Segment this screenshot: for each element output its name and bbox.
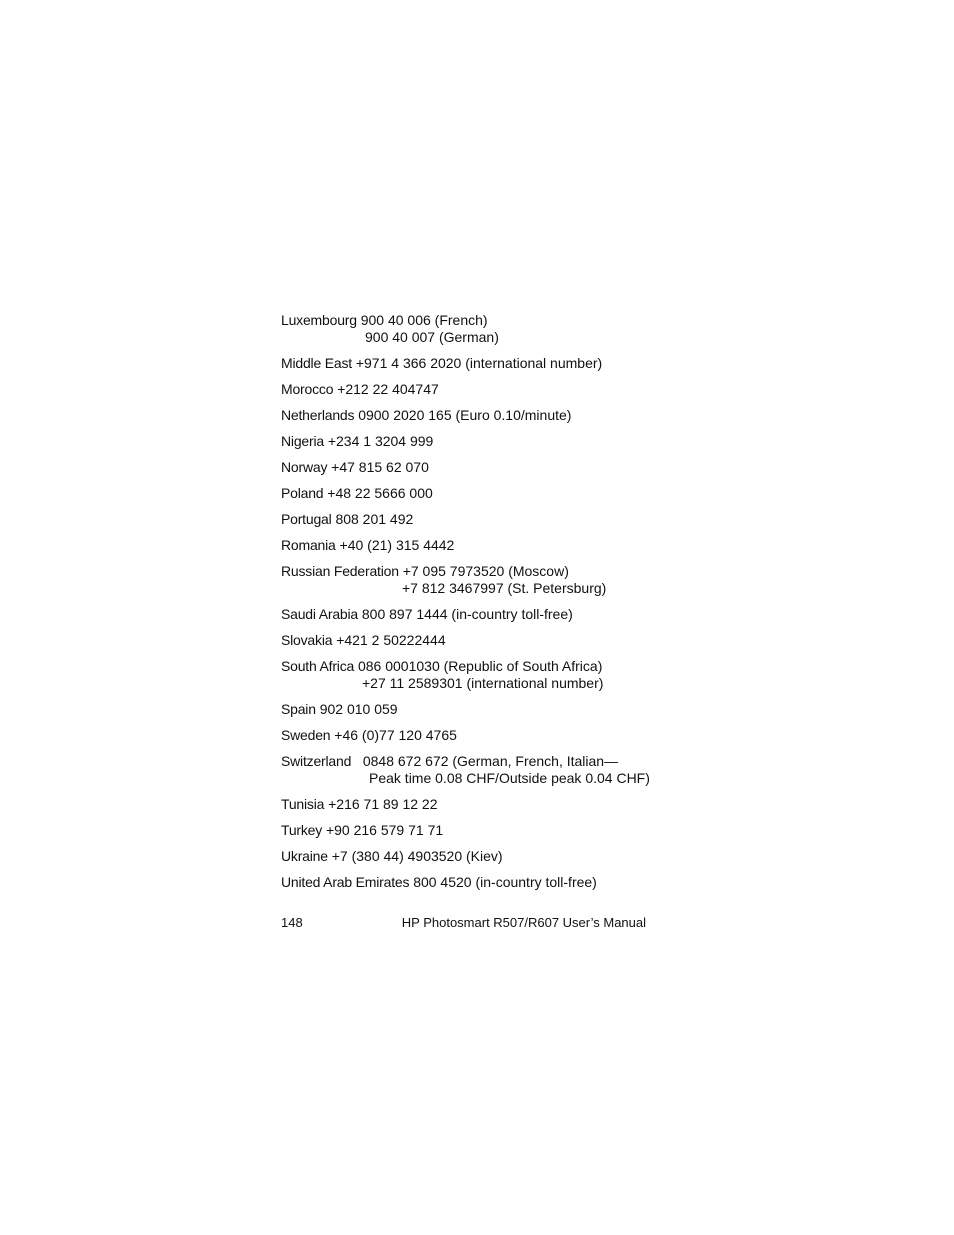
entry-spain xyxy=(281,701,701,718)
entry-saudi-arabia xyxy=(281,606,701,623)
entry-slovakia xyxy=(281,632,701,649)
entry-tunisia xyxy=(281,796,701,813)
phone-number: 0848 672 672 (German, French, Italian— xyxy=(362,753,619,769)
phone-number: +234 1 3204 999 xyxy=(327,433,434,449)
phone-number: 902 010 059 xyxy=(319,701,398,717)
entry-nigeria xyxy=(281,433,701,450)
phone-number: +90 216 579 71 71 xyxy=(325,822,444,838)
phone-number-continued: Peak time 0.08 CHF/Outside peak 0.04 CHF) xyxy=(369,770,650,786)
country-name: Poland xyxy=(281,485,324,501)
country-name: Slovakia xyxy=(281,632,333,648)
phone-number: +7 (380 44) 4903520 (Kiev) xyxy=(331,848,503,864)
page-number: 148 xyxy=(281,915,303,930)
phone-number-continued: +27 11 2589301 (international number) xyxy=(362,675,604,691)
country-name: Luxembourg xyxy=(281,312,357,328)
entry-netherlands xyxy=(281,407,701,424)
phone-number: 808 201 492 xyxy=(335,511,414,527)
entry-south-africa xyxy=(281,658,701,692)
phone-number: 086 0001030 (Republic of South Africa) xyxy=(357,658,603,674)
support-phone-list xyxy=(281,312,701,900)
country-name: Nigeria xyxy=(281,433,324,449)
phone-number: +47 815 62 070 xyxy=(331,459,429,475)
entry-morocco xyxy=(281,381,701,398)
country-name: Middle East xyxy=(281,355,352,371)
country-name: Turkey xyxy=(281,822,323,838)
entry-united-arab-emirates xyxy=(281,874,701,891)
country-name: United Arab Emirates xyxy=(281,874,410,890)
entry-switzerland xyxy=(281,753,701,787)
phone-number: +48 22 5666 000 xyxy=(327,485,433,501)
country-name: Saudi Arabia xyxy=(281,606,358,622)
entry-turkey xyxy=(281,822,701,839)
country-name: Tunisia xyxy=(281,796,325,812)
country-name: Spain xyxy=(281,701,316,717)
phone-number: +46 (0)77 120 4765 xyxy=(334,727,457,743)
entry-portugal xyxy=(281,511,701,528)
phone-number: 800 4520 (in-country toll-free) xyxy=(413,874,597,890)
phone-number: +421 2 50222444 xyxy=(336,632,446,648)
country-name: Morocco xyxy=(281,381,334,397)
entry-norway xyxy=(281,459,701,476)
phone-number-continued: +7 812 3467997 (St. Petersburg) xyxy=(402,580,607,596)
manual-title: HP Photosmart R507/R607 User’s Manual xyxy=(401,915,646,930)
phone-number: 800 897 1444 (in-country toll-free) xyxy=(361,606,573,622)
country-name: Switzerland xyxy=(281,753,352,769)
entry-luxembourg xyxy=(281,312,701,346)
country-name: Netherlands xyxy=(281,407,355,423)
country-name: Norway xyxy=(281,459,328,475)
phone-number: +212 22 404747 xyxy=(337,381,439,397)
phone-number: +7 095 7973520 (Moscow) xyxy=(402,563,569,579)
entry-ukraine xyxy=(281,848,701,865)
entry-romania xyxy=(281,537,701,554)
entry-sweden xyxy=(281,727,701,744)
country-name: Romania xyxy=(281,537,336,553)
phone-number: +971 4 366 2020 (international number) xyxy=(355,355,603,371)
phone-number-continued: 900 40 007 (German) xyxy=(365,329,499,345)
country-name: South Africa xyxy=(281,658,355,674)
country-name: Russian Federation xyxy=(281,563,399,579)
entry-poland xyxy=(281,485,701,502)
country-name: Sweden xyxy=(281,727,331,743)
country-name: Portugal xyxy=(281,511,332,527)
entry-middle-east xyxy=(281,355,701,372)
phone-number: 900 40 006 (French) xyxy=(360,312,488,328)
entry-russian-federation xyxy=(281,563,701,597)
phone-number: 0900 2020 165 (Euro 0.10/minute) xyxy=(358,407,572,423)
phone-number: +216 71 89 12 22 xyxy=(328,796,438,812)
phone-number: +40 (21) 315 4442 xyxy=(339,537,455,553)
country-name: Ukraine xyxy=(281,848,328,864)
